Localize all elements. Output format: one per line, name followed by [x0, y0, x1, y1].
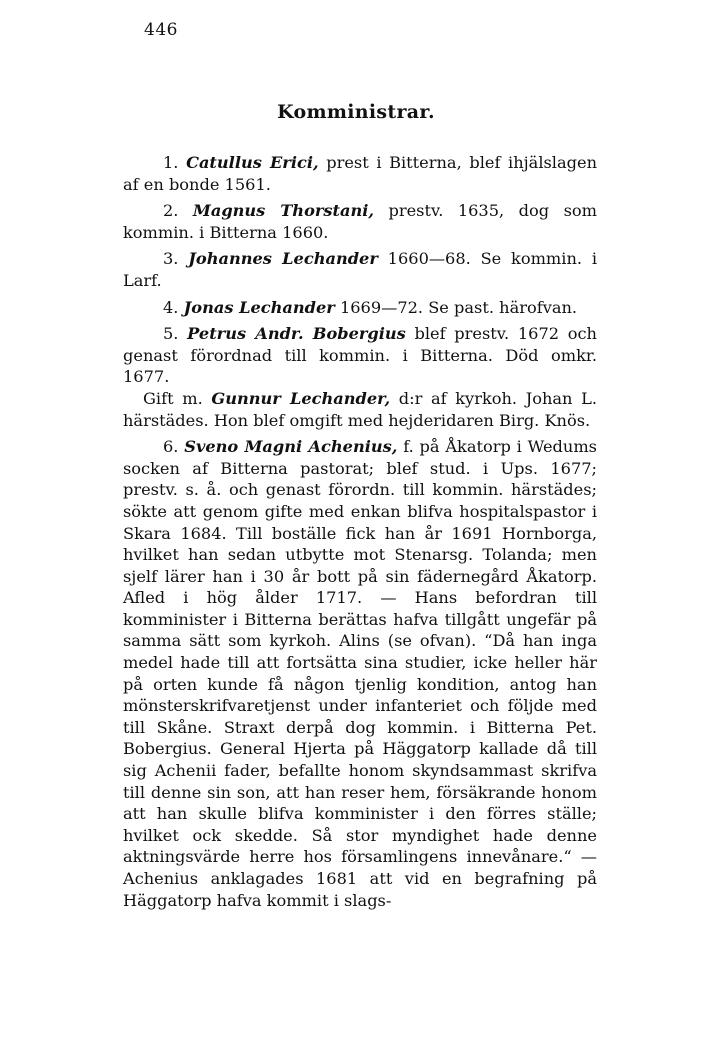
- entry-number: 3.: [163, 249, 179, 269]
- person-name: Magnus Thorstani,: [192, 201, 375, 221]
- marriage-prefix: Gift m.: [143, 388, 212, 408]
- entry-number: 6.: [163, 437, 179, 457]
- entry-number: 4.: [163, 297, 179, 317]
- entry-4: [123, 297, 597, 319]
- person-name: Jonas Lechander: [183, 297, 335, 317]
- entry-text: blef prestv. 1672 och genast förordnad till kommin. i Bitterna. Död omkr. 1677.: [123, 324, 597, 387]
- entry-number: 5.: [163, 324, 179, 344]
- entry-3: [123, 248, 597, 291]
- body-text: [123, 152, 597, 916]
- entry-2: [123, 200, 597, 243]
- entry-number: 1.: [163, 153, 179, 172]
- person-name: Petrus Andr. Bobergius: [187, 324, 406, 344]
- person-name: Catullus Erici,: [186, 153, 319, 172]
- entry-6: [123, 436, 597, 911]
- entry-text: prest i Bitterna, blef ihjälslagen af en bonde 1561.: [123, 153, 597, 194]
- entry-text: prestv. 1635, dog som kommin. i Bitterna 1660.: [123, 201, 597, 242]
- spouse-name: Gunnur Lechander,: [211, 388, 391, 408]
- entry-5: [123, 323, 597, 388]
- section-title: Komministrar.: [277, 101, 435, 123]
- person-name: Johannes Lechander: [188, 249, 378, 269]
- page-number: 446: [144, 20, 178, 40]
- marriage-text: d:r af kyrkoh. Johan L. härstädes. Hon blef omgift med hejderidaren Birg. Knös.: [123, 388, 597, 430]
- marriage-note: [123, 388, 597, 431]
- entry-text: 1660—68. Se kommin. i Larf.: [123, 249, 597, 290]
- entry-text: 1669—72. Se past. härofvan.: [334, 297, 578, 317]
- entry-number: 2.: [163, 201, 179, 221]
- entry-1: [123, 152, 597, 195]
- entry-text: f. på Åkatorp i Wedums socken af Bitterna pastorat; blef stud. i Ups. 1677; prestv. s. å. och genast förordn. till kommin. härstädes; sökte att genom gifte med enkan blifva hospitalspastor i Skara 1684. Till boställe fick han år 1691 Hornborga, hvilket han sedan utbytte mot Stenarsg. Tolanda; men sjelf lärer han i 30 år bott på sin fädernegård Åkatorp. Afled i hög ålder 1717. — Hans befordran till komminister i Bitterna berättas hafva tillgått ungefär på samma sätt som kyrkoh. Alins (se ofvan). “Då han inga medel hade till att fortsätta sina studier, icke heller här på orten kunde få någon tjenlig kondition, antog han mönsterskrifvaretjenst under infanteriet och följde med till Skåne. Straxt derpå dog kommin. i Bitterna Pet. Bobergius. General Hjerta på Häggatorp kallade då till sig Achenii fader, befallte honom skyndsammast skrifva till denne sin son, att han reser hem, försäkrande honom att han skulle blifva komminister i den förres ställe; hvilket ock skedde. Så stor myndighet hade denne aktningsvärde herre hos församlingens innevånare.“ — Achenius anklagades 1681 att vid en begrafning på Häggatorp hafva kommit i slags-: [123, 437, 597, 910]
- person-name: Sveno Magni Achenius,: [184, 437, 398, 457]
